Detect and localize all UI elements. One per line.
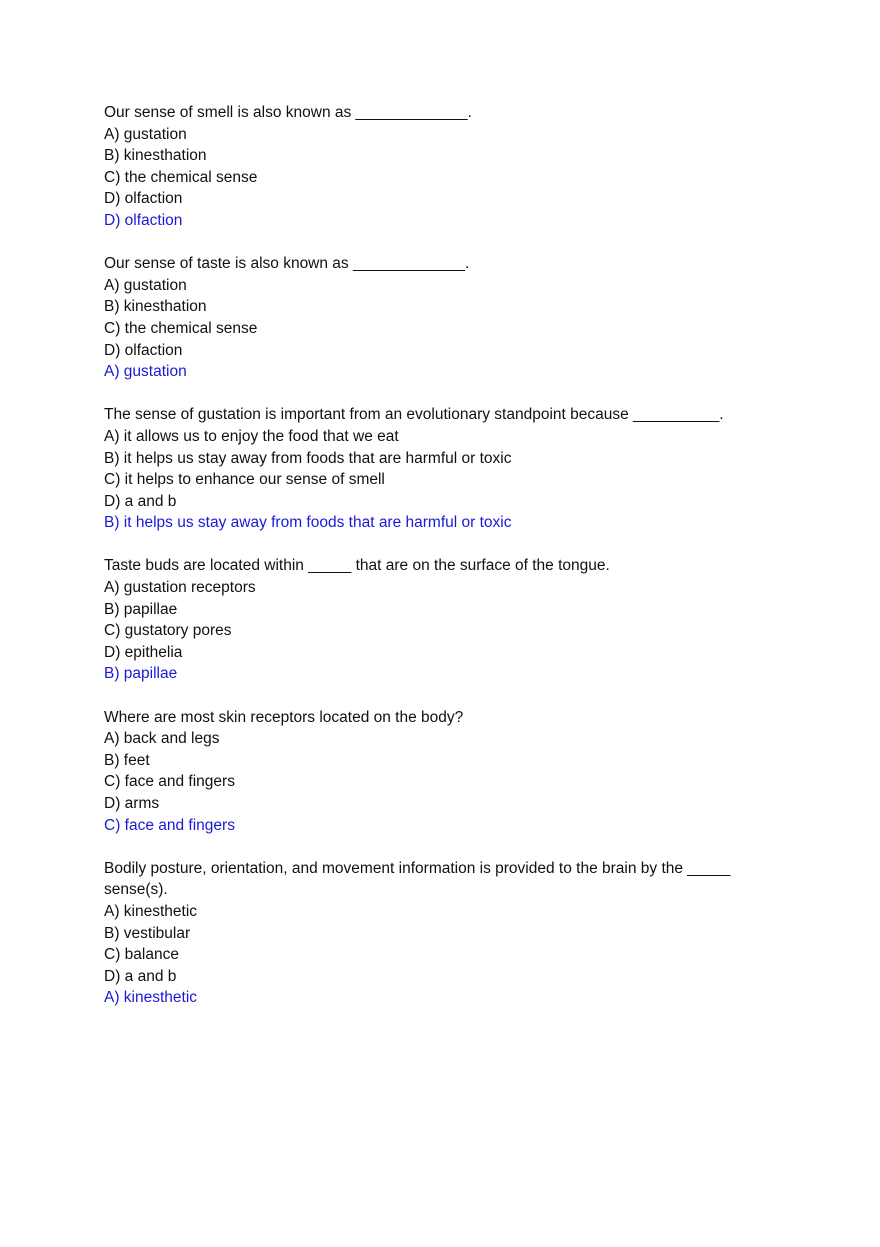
option-a: A) gustation receptors	[104, 579, 256, 597]
option-a: A) gustation	[104, 276, 187, 294]
question-list	[104, 102, 764, 1031]
option-d: D) olfaction	[104, 190, 183, 208]
question-5	[104, 707, 764, 837]
option-d: D) a and b	[104, 492, 177, 510]
option-d: D) epithelia	[104, 643, 183, 661]
question-stem: Where are most skin receptors located on the body?	[104, 708, 464, 726]
option-a: A) it allows us to enjoy the food that we eat	[104, 427, 399, 445]
option-b: B) vestibular	[104, 924, 191, 942]
option-b: B) it helps us stay away from foods that are harmful or toxic	[104, 449, 512, 467]
option-a: A) back and legs	[104, 730, 220, 748]
question-stem: Our sense of taste is also known as _____________.	[104, 255, 470, 273]
option-c: C) the chemical sense	[104, 319, 258, 337]
answer-key: C) face and fingers	[104, 816, 235, 834]
question-1	[104, 102, 764, 232]
option-b: B) kinesthation	[104, 298, 207, 316]
question-stem: The sense of gustation is important from an evolutionary standpoint because __________.	[104, 406, 724, 424]
question-4	[104, 555, 764, 685]
answer-key: B) papillae	[104, 665, 178, 683]
question-6	[104, 858, 764, 1009]
option-a: A) gustation	[104, 125, 187, 143]
option-c: C) face and fingers	[104, 773, 235, 791]
option-b: B) papillae	[104, 600, 178, 618]
option-c: C) it helps to enhance our sense of smell	[104, 471, 385, 489]
option-c: C) balance	[104, 946, 179, 964]
question-stem: Our sense of smell is also known as _____________.	[104, 104, 472, 121]
question-stem: Bodily posture, orientation, and movement information is provided to the brain by the _____ sense(s).	[104, 859, 731, 899]
option-d: D) a and b	[104, 967, 177, 985]
option-a: A) kinesthetic	[104, 902, 198, 920]
option-b: B) kinesthation	[104, 147, 207, 165]
answer-key: D) olfaction	[104, 211, 183, 229]
option-b: B) feet	[104, 751, 150, 769]
answer-key: B) it helps us stay away from foods that are harmful or toxic	[104, 514, 512, 532]
answer-key: A) gustation	[104, 363, 187, 381]
question-stem: Taste buds are located within _____ that are on the surface of the tongue.	[104, 557, 610, 575]
question-2	[104, 253, 764, 383]
option-d: D) olfaction	[104, 341, 183, 359]
answer-key: A) kinesthetic	[104, 989, 198, 1007]
option-d: D) arms	[104, 795, 160, 812]
question-3	[104, 404, 764, 534]
option-c: C) gustatory pores	[104, 622, 232, 640]
option-c: C) the chemical sense	[104, 168, 258, 186]
